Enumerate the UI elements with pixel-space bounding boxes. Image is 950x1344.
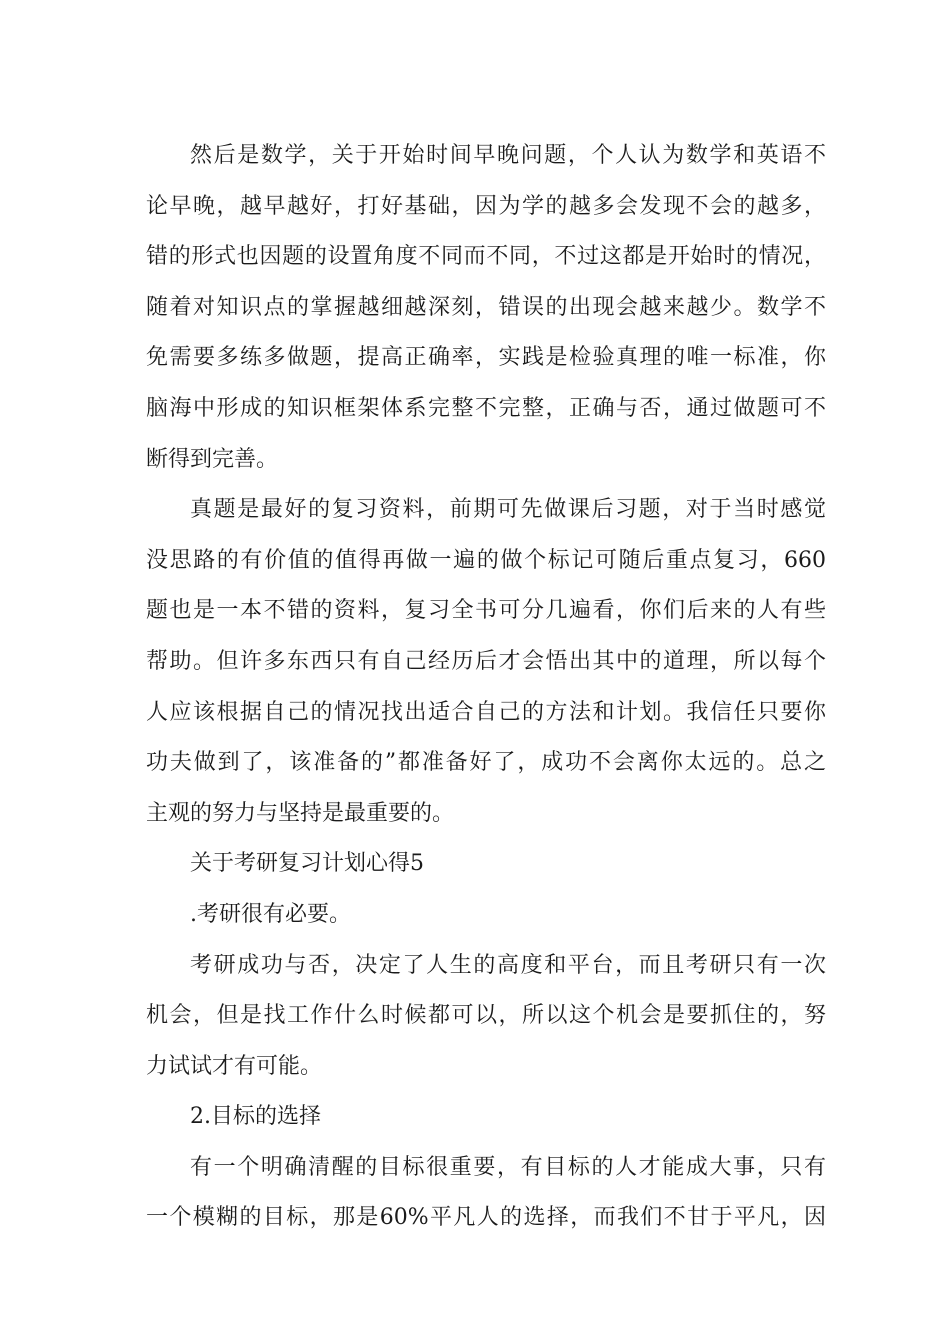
text-line: 题也是一本不错的资料，复习全书可分几遍看，你们后来的人有些 xyxy=(146,598,826,624)
text-line: 帮助。但许多东西只有自己经历后才会悟出其中的道理，所以每个 xyxy=(146,648,826,674)
point-heading-2 xyxy=(146,1092,826,1143)
point-text: .考研很有必要。 xyxy=(190,901,351,927)
text-line: 一个模糊的目标，那是60%平凡人的选择，而我们不甘于平凡，因 xyxy=(146,1205,826,1231)
text-line: 论早晚，越早越好，打好基础，因为学的越多会发现不会的越多， xyxy=(146,193,826,219)
text-line: 免需要多练多做题，提高正确率，实践是检验真理的唯一标准，你 xyxy=(146,345,826,371)
text-line: 错的形式也因题的设置角度不同而不同，不过这都是开始时的情况， xyxy=(146,244,826,270)
text-line: 力试试才有可能。 xyxy=(146,1053,323,1079)
paragraph-math xyxy=(146,131,826,485)
paragraph-necessity xyxy=(146,941,826,1093)
text-line: 真题是最好的复习资料，前期可先做课后习题，对于当时感觉 xyxy=(190,497,826,523)
text-line: 断得到完善。 xyxy=(146,446,279,472)
paragraph-past-exams xyxy=(146,485,826,839)
heading-text: 关于考研复习计划心得5 xyxy=(190,851,424,877)
point-text: 2.目标的选择 xyxy=(190,1104,321,1130)
text-line: 考研成功与否，决定了人生的高度和平台，而且考研只有一次 xyxy=(190,952,826,978)
text-line: 然后是数学，关于开始时间早晚问题，个人认为数学和英语不 xyxy=(190,143,826,168)
text-line: 随着对知识点的掌握越细越深刻，错误的出现会越来越少。数学不 xyxy=(146,294,826,320)
text-line: 有一个明确清醒的目标很重要，有目标的人才能成大事，只有 xyxy=(190,1154,826,1180)
text-line: 功夫做到了，该准备的”都准备好了，成功不会离你太远的。总之 xyxy=(146,750,826,776)
point-heading-1 xyxy=(146,890,826,941)
text-line: 人应该根据自己的情况找出适合自己的方法和计划。我信任只要你 xyxy=(146,699,826,725)
text-line: 没思路的有价值的值得再做一遍的做个标记可随后重点复习，660 xyxy=(146,547,826,573)
text-line: 脑海中形成的知识框架体系完整不完整，正确与否，通过做题可不 xyxy=(146,395,826,421)
section-heading xyxy=(146,839,826,890)
text-line: 机会，但是找工作什么时候都可以，所以这个机会是要抓住的，努 xyxy=(146,1003,826,1029)
paragraph-goal xyxy=(146,1143,826,1244)
document-body xyxy=(146,131,826,1244)
text-line: 主观的努力与坚持是最重要的。 xyxy=(146,800,455,826)
